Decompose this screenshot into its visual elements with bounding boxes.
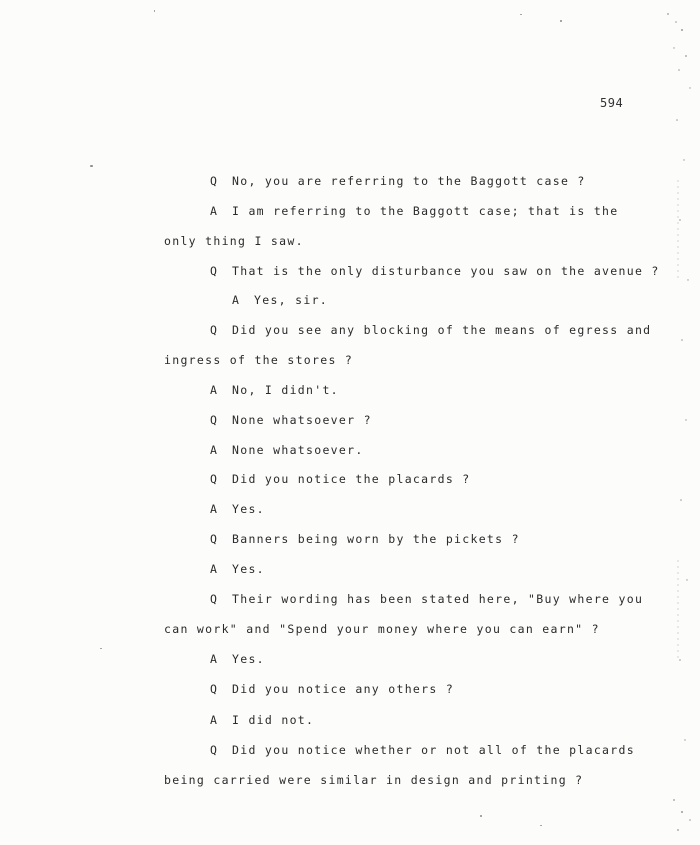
speaker-marker: Q <box>210 174 219 188</box>
transcript-line <box>164 773 583 787</box>
scan-speck <box>100 648 102 649</box>
scan-speck <box>90 165 93 167</box>
scan-speck <box>540 825 542 826</box>
transcript-line <box>210 743 635 757</box>
scan-speck <box>520 14 522 15</box>
speaker-marker: A <box>210 562 219 576</box>
line-text: Yes, sir. <box>254 293 329 307</box>
speaker-marker: Q <box>210 682 219 696</box>
transcript-line <box>232 293 328 307</box>
line-text: only thing I saw. <box>164 234 304 248</box>
transcript-line <box>210 713 314 727</box>
line-text: No, you are referring to the Baggott case ? <box>232 174 586 188</box>
speaker-marker: A <box>210 443 219 457</box>
line-text: ingress of the stores ? <box>164 353 354 367</box>
scan-noise <box>638 0 700 845</box>
line-text: Did you notice any others ? <box>232 682 455 696</box>
line-text: Did you notice the placards ? <box>232 472 471 486</box>
scan-speck <box>560 20 562 22</box>
page-number: 594 <box>600 96 624 110</box>
transcript-line <box>164 234 304 248</box>
line-text: That is the only disturbance you saw on the avenue ? <box>232 264 660 278</box>
scan-speck <box>154 10 155 12</box>
line-text: can work" and "Spend your money where you can earn" ? <box>164 622 600 636</box>
transcript-line <box>210 413 372 427</box>
speaker-marker: A <box>210 383 219 397</box>
line-text: being carried were similar in design and printing ? <box>164 773 584 787</box>
transcript-line <box>210 532 520 546</box>
line-text: Yes. <box>232 652 265 666</box>
speaker-marker: A <box>210 502 219 516</box>
transcript-line <box>210 174 586 188</box>
line-text: None whatsoever ? <box>232 413 372 427</box>
speaker-marker: A <box>210 713 219 727</box>
speaker-marker: Q <box>210 532 219 546</box>
line-text: Did you notice whether or not all of the placards <box>232 743 635 757</box>
speaker-marker: A <box>232 293 241 307</box>
transcript-line <box>210 562 265 576</box>
line-text: Their wording has been stated here, "Buy where you <box>232 592 644 606</box>
transcript-line <box>164 353 353 367</box>
line-text: I am referring to the Baggott case; that is the <box>232 204 619 218</box>
speaker-marker: Q <box>210 743 219 757</box>
line-text: None whatsoever. <box>232 443 364 457</box>
transcript-line <box>210 264 660 278</box>
transcript-line <box>210 383 339 397</box>
transcript-line <box>210 323 651 337</box>
speaker-marker: Q <box>210 323 219 337</box>
transcript-line <box>210 204 619 218</box>
speaker-marker: Q <box>210 472 219 486</box>
speaker-marker: Q <box>210 264 219 278</box>
line-text: I did not. <box>232 713 315 727</box>
line-text: Banners being worn by the pickets ? <box>232 532 520 546</box>
transcript-line <box>210 443 364 457</box>
scan-speck <box>480 815 482 817</box>
speaker-marker: A <box>210 204 219 218</box>
line-text: Yes. <box>232 562 265 576</box>
speaker-marker: Q <box>210 592 219 606</box>
speaker-marker: Q <box>210 413 219 427</box>
transcript-line <box>210 472 470 486</box>
transcript-line <box>210 592 643 606</box>
transcript-line <box>210 652 265 666</box>
line-text: Yes. <box>232 502 265 516</box>
line-text: Did you see any blocking of the means of egress and <box>232 323 652 337</box>
transcript-line <box>210 682 454 696</box>
transcript-line <box>164 622 600 636</box>
transcript-line <box>210 502 265 516</box>
speaker-marker: A <box>210 652 219 666</box>
line-text: No, I didn't. <box>232 383 339 397</box>
